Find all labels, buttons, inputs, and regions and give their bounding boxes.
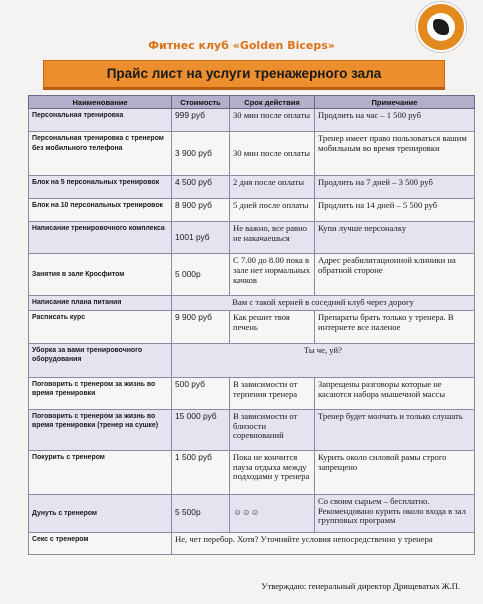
service-price: 5 500р [172,494,230,532]
service-note: Продлить на 7 дней – 3 500 руб [315,176,475,199]
table-row [29,254,475,296]
service-name: Написание тренировочного комплекса [29,222,172,254]
service-note-merged: Ты че, уй? [172,343,475,377]
service-price: 4 500 руб [172,176,230,199]
service-price: 15 000 руб [172,409,230,450]
table-row [29,222,475,254]
table-row [29,494,475,532]
service-period: С 7.00 до 8.00 пока в зале нет нормальных качков [230,254,315,296]
service-name: Занятия в зале Кросфитом [29,254,172,296]
table-row [29,176,475,199]
service-period: 30 мин после оплаты [230,109,315,132]
service-note: Адрес реабилитационной клиники на обратной стороне [315,254,475,296]
service-note: Купи лучше персоналку [315,222,475,254]
service-note-merged: Вам с такой херней в соседний клуб через дорогу [172,296,475,311]
service-price: 1001 руб [172,222,230,254]
table-row [29,450,475,494]
table-row [29,409,475,450]
club-title: Фитнес клуб «Golden Biceps» [148,39,335,52]
service-name: Дунуть с тренером [29,494,172,532]
service-price: 8 900 руб [172,199,230,222]
column-header-period: Срок действия [230,96,315,109]
service-price: 3 900 руб [172,132,230,176]
approval-signature-line: Утверждаю: генеральный директор Дрищеватых Ж.П. [261,581,460,591]
column-header-name: Наименование [29,96,172,109]
service-note: Препараты брать только у тренера. В интернете все паленое [315,310,475,343]
service-period: 2 дня после оплаты [230,176,315,199]
service-note-merged: Не, чет перебор. Хотя? Уточняйте условия непосредственно у тренера [172,532,475,554]
service-name: Поговорить с тренером за жизнь во время тренировки (тренер на сушке) [29,409,172,450]
service-name: Покурить с тренером [29,450,172,494]
service-period: Пока не кончится пауза отдыха между подходами у тренера [230,450,315,494]
service-period: 30 мин после оплаты [230,132,315,176]
service-note: Продлить на час – 1 500 руб [315,109,475,132]
service-price: 1 500 руб [172,450,230,494]
service-name: Блок на 5 персональных тренировок [29,176,172,199]
table-header-row [29,96,475,109]
service-period: В зависимости от близости соревнований [230,409,315,450]
price-table [28,95,475,555]
table-row [29,532,475,554]
service-name: Написание плана питания [29,296,172,311]
service-period: ☺☺☺ [230,494,315,532]
service-price: 999 руб [172,109,230,132]
service-period: 5 дней после оплаты [230,199,315,222]
service-price: 9 900 руб [172,310,230,343]
column-header-price: Стоимость [172,96,230,109]
table-row [29,296,475,311]
service-note: Запрещены разговоры которые не касаются набора мышечной массы [315,377,475,409]
table-row [29,109,475,132]
service-name: Расписать курс [29,310,172,343]
service-name: Поговорить с тренером за жизнь во время тренировки [29,377,172,409]
service-name: Персональная тренировка [29,109,172,132]
service-price: 5 000р [172,254,230,296]
column-header-note: Примечание [315,96,475,109]
price-list-banner: Прайс лист на услуги тренажерного зала [43,60,445,90]
service-note: Курить около силовой рамы строго запрещено [315,450,475,494]
service-period: В зависимости от терпения тренера [230,377,315,409]
service-note: Тренер имеет право пользоваться вашим мобильным во время тренировки [315,132,475,176]
service-name: Секс с тренером [29,532,172,554]
service-note: Тренер будет молчать и только слушать [315,409,475,450]
service-period: Не важно, все равно не накачаешься [230,222,315,254]
table-row [29,310,475,343]
service-name: Персональная тренировка с тренером без мобильного телефона [29,132,172,176]
table-row [29,132,475,176]
service-name: Уборка за вами тренировочного оборудования [29,343,172,377]
table-row [29,343,475,377]
service-note: Со своим сырьем – бесплатно. Рекомендовано курить около входа в зал групповых программ [315,494,475,532]
service-period: Как решит твоя печень [230,310,315,343]
table-row [29,199,475,222]
service-price: 500 руб [172,377,230,409]
service-name: Блок на 10 персональных тренировок [29,199,172,222]
table-row [29,377,475,409]
service-note: Продлить на 14 дней – 5 500 руб [315,199,475,222]
